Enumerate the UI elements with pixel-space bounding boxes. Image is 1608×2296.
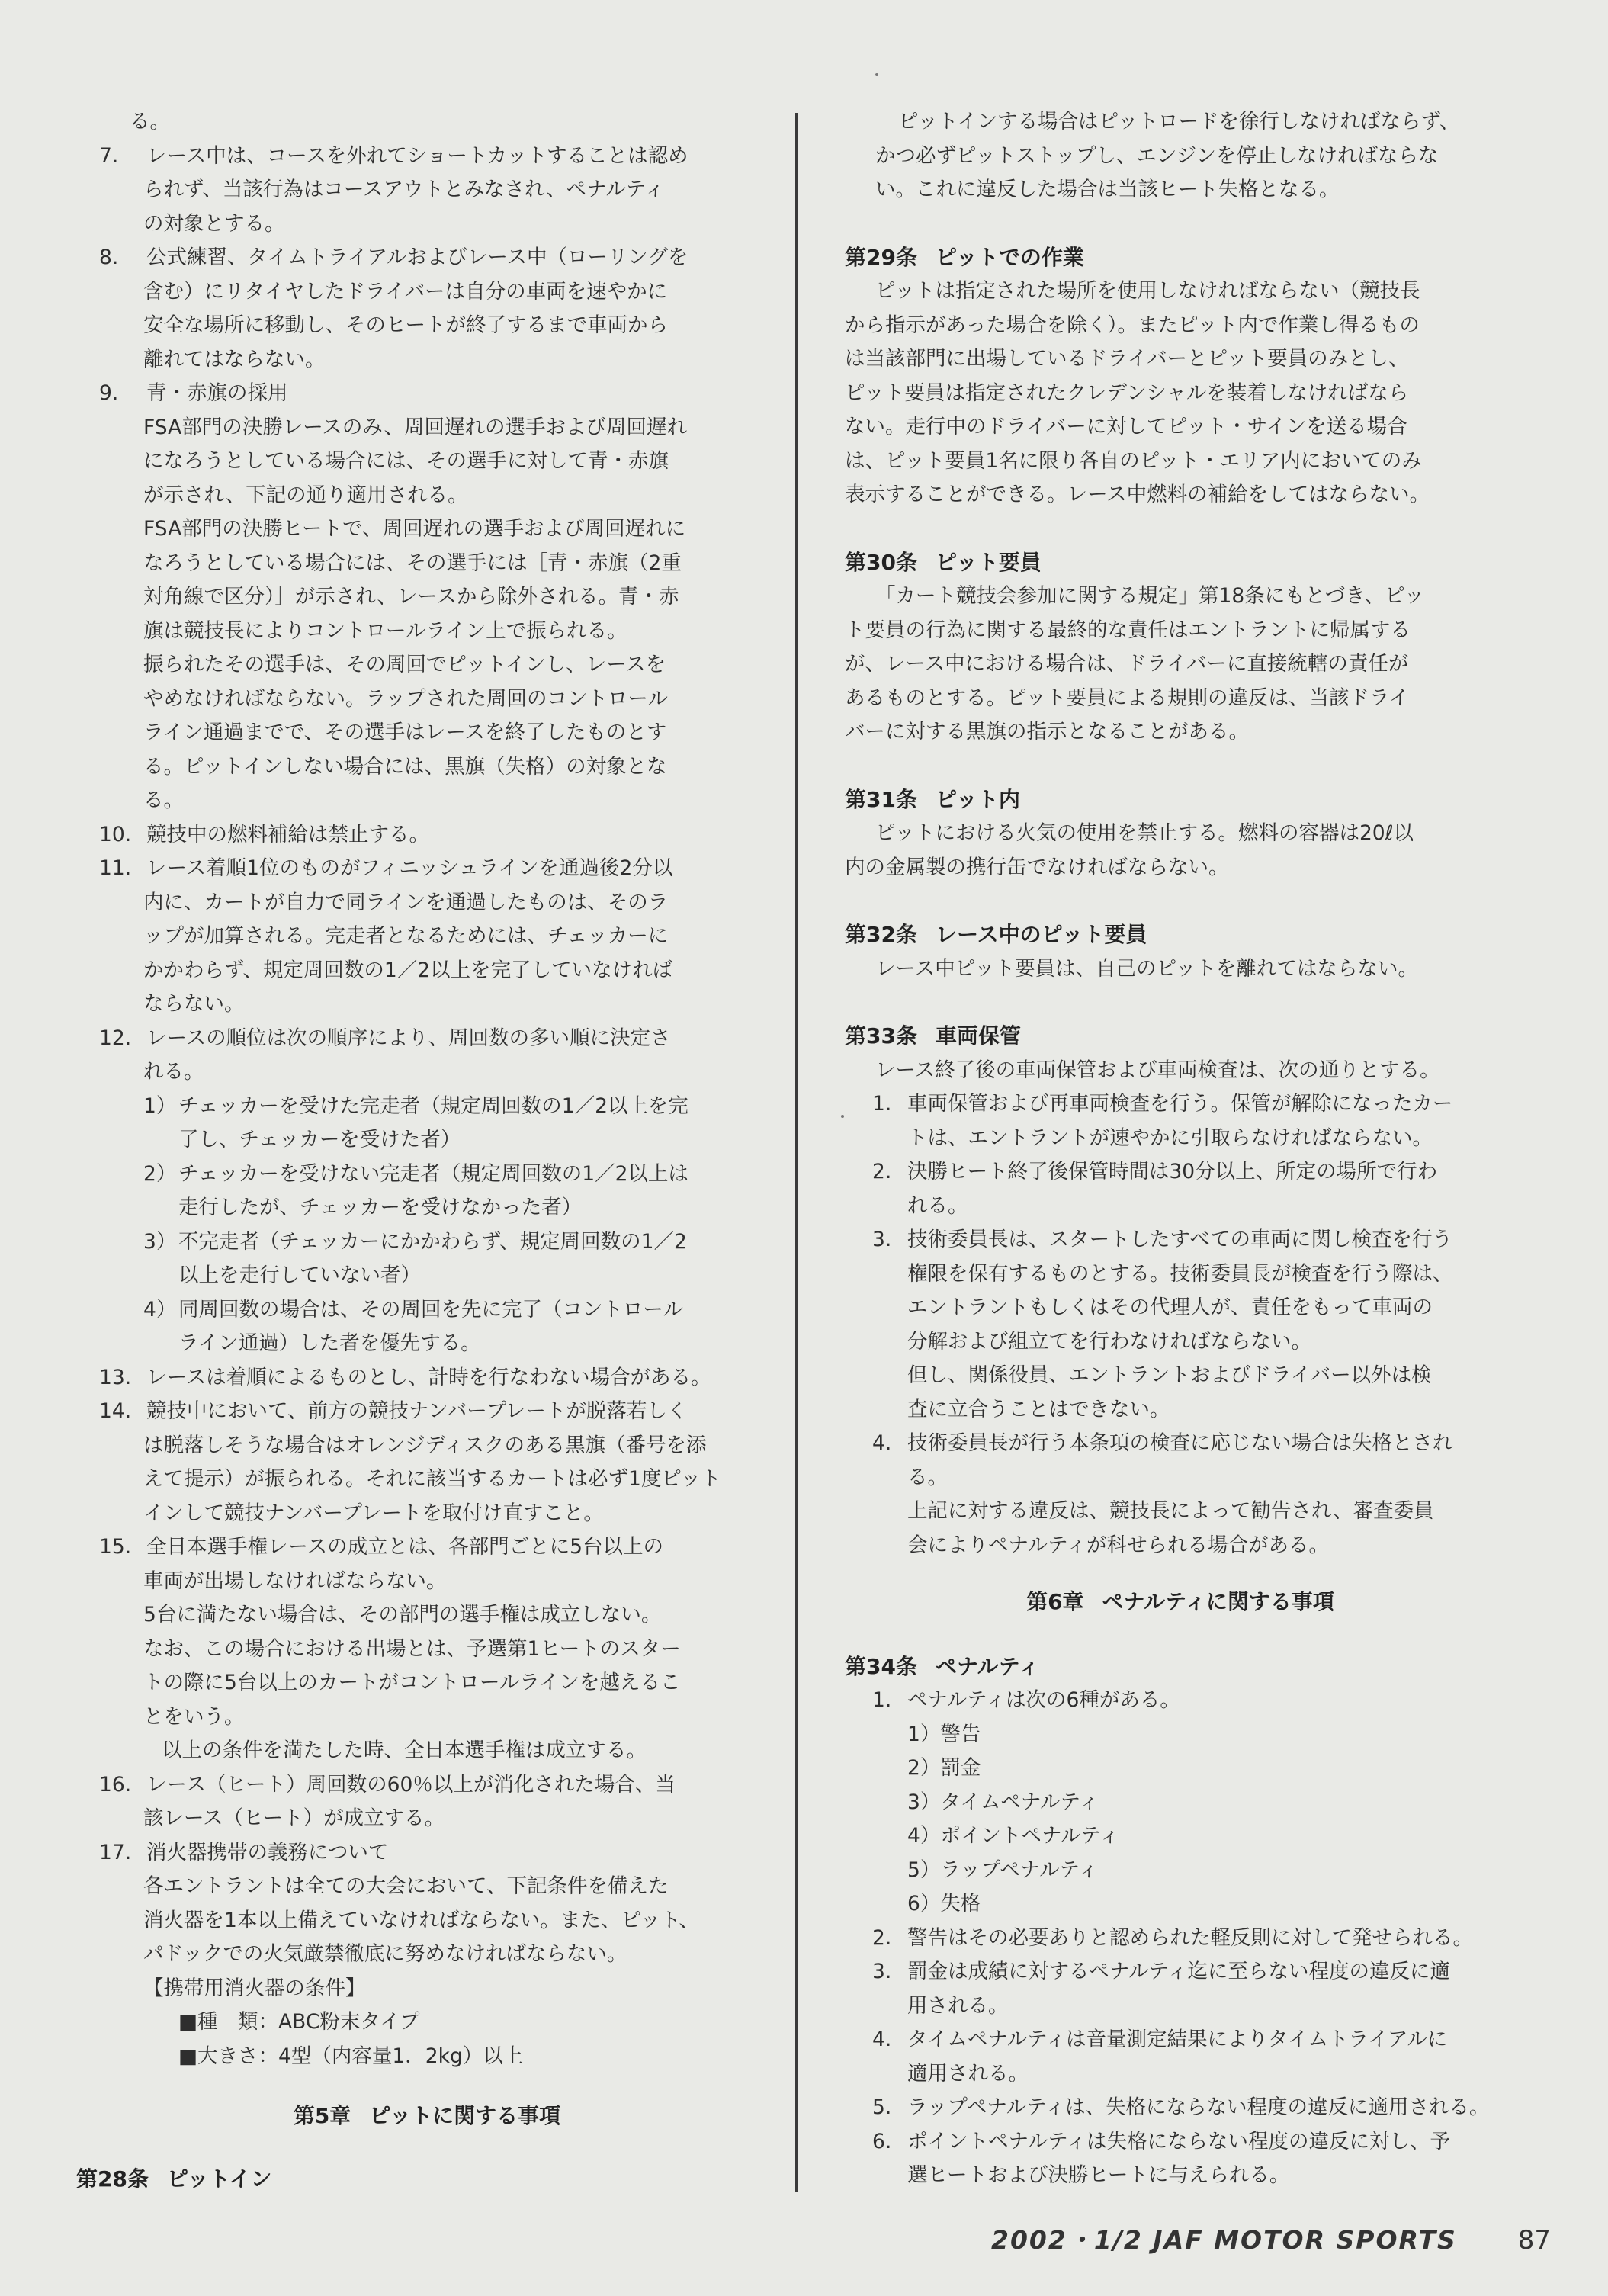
line-text: 全日本選手権レースの成立とは、各部門ごとに5台以上の [146, 1535, 664, 1559]
article-heading-label: ピットでの作業 [935, 244, 1084, 270]
item-number: 3. [872, 1228, 892, 1251]
line-text: インして競技ナンバープレートを取付け直すこと。 [143, 1501, 604, 1525]
text-line [845, 1819, 1523, 1854]
text-line [99, 173, 755, 207]
article-heading-number: 第34条 [845, 1653, 917, 1679]
line-text: 表示することができる。レース中燃料の補給をしてはならない。 [845, 483, 1430, 506]
line-text: 用される。 [907, 1993, 1009, 2018]
item-number: 3. [872, 1960, 892, 1983]
text-line [99, 750, 755, 785]
line-text: レースは着順によるものとし、計時を行なわない場合がある。 [146, 1365, 711, 1389]
line-text: ない。走行中のドライバーに対してピット・サインを送る場合 [845, 415, 1407, 438]
line-text: レース中ピット要員は、自己のピットを離れてはならない。 [875, 956, 1419, 981]
text-line [845, 1529, 1523, 1563]
line-text: レース着順1位のものがフィニッシュラインを通過後2分以 [146, 856, 673, 880]
line-text: 含む）にリタイヤしたドライバーは自分の車両を速やかに [143, 279, 668, 303]
line-text: が示され、下記の通り適用される。 [143, 483, 468, 507]
text-line [99, 105, 755, 140]
text-line [99, 1565, 755, 1599]
text-line [99, 445, 755, 479]
text-line [99, 716, 755, 750]
line-text: る。ピットインしない場合には、黒旗（失格）の対象とな [143, 754, 667, 779]
line-text: バーに対する黒旗の指示となることがある。 [845, 720, 1249, 743]
text-line: い。これに違反した場合は当該ヒート失格となる。 [875, 178, 1340, 201]
article-heading [845, 1020, 1523, 1054]
text-line [99, 1123, 755, 1158]
item-number: 16. [99, 1772, 132, 1797]
text-line [845, 682, 1523, 716]
sub-item-number: 3） [143, 1229, 177, 1254]
text-line [845, 580, 1523, 614]
text-line [99, 1598, 755, 1633]
text-line [99, 1734, 755, 1768]
sub-item-number: 1） [143, 1093, 177, 1118]
line-text: 以上を走行していない者） [178, 1264, 421, 1287]
line-text: 振られたその選手は、その周回でピットインし、レースを [143, 653, 666, 676]
line-text: 消火器携帯の義務について [146, 1840, 389, 1864]
line-text: は脱落しそうな場合はオレンジディスクのある黒旗（番号を添 [143, 1433, 707, 1457]
article-heading-number: 第28条 [76, 2166, 149, 2192]
article-heading-label: ペナルティ [935, 1653, 1040, 1679]
line-text: 適用される。 [907, 2061, 1029, 2086]
text-line [99, 1055, 755, 1090]
line-text: る。 [130, 110, 170, 133]
sub-item [99, 1293, 755, 1328]
line-text: チェッカーを受けない完走者（規定周回数の1／2以上は [178, 1161, 688, 1186]
article-heading-label: 車両保管 [935, 1023, 1021, 1048]
line-text: られず、当該行為はコースアウトとみなされ、ペナルティ [143, 178, 665, 201]
text-line [845, 2057, 1523, 2092]
text-line [845, 2159, 1523, 2193]
column-divider [795, 113, 798, 2192]
text-line [845, 1495, 1523, 1529]
item-number: 15. [99, 1535, 132, 1559]
line-text: 【携帯用消火器の条件】 [143, 1976, 366, 2000]
text-line [99, 784, 755, 818]
item-number: 17. [99, 1840, 132, 1864]
line-text: 車両保管および再車両検査を行う。保管が解除になったカー [907, 1092, 1453, 1116]
text-line [99, 1429, 755, 1463]
line-text: 上記に対する違反は、競技長によって勧告され、審査委員 [907, 1499, 1434, 1523]
article-heading-number: 第33条 [845, 1023, 917, 1048]
line-text: 走行したが、チェッカーを受けなかった者） [178, 1196, 583, 1219]
numbered-item [845, 1684, 1523, 1718]
item-number: 4. [872, 1431, 892, 1455]
item-number: 10. [99, 822, 132, 846]
text-line [99, 886, 755, 920]
text-line [845, 478, 1523, 512]
line-text: 該レース（ヒート）が成立する。 [143, 1806, 445, 1830]
numbered-item [99, 1836, 755, 1871]
text-line [99, 954, 755, 988]
line-text: 5）ラップペナルティ [907, 1858, 1099, 1882]
line-text: 会によりペナルティが科せられる場合がある。 [907, 1533, 1330, 1557]
text-line [99, 1938, 755, 1972]
line-text: 同周回数の場合は、その周回を先に完了（コントロール [178, 1297, 683, 1321]
text-line [99, 1972, 755, 2006]
text-line [99, 987, 755, 1022]
line-text: れる。 [143, 1060, 204, 1084]
numbered-item [99, 377, 755, 411]
line-text: レース中は、コースを外れてショートカットすることは認め [146, 143, 688, 168]
line-text: 消火器を1本以上備えていなければならない。また、ピット、 [143, 1908, 699, 1932]
line-text: やめなければならない。ラップされた周回のコントロール [143, 686, 668, 711]
numbered-item [845, 2023, 1523, 2057]
article-heading-label: ピットイン [166, 2166, 272, 2192]
sub-item [99, 1158, 755, 1192]
text-line [99, 309, 755, 343]
text-line [99, 615, 755, 649]
item-number: 2. [872, 1160, 892, 1183]
line-text: 了し、チェッカーを受けた者） [178, 1128, 461, 1151]
text-line [845, 1122, 1523, 1156]
item-number: 14. [99, 1399, 132, 1423]
line-text: 但し、関係役員、エントラントおよびドライバー以外は検 [907, 1363, 1432, 1387]
article-heading-label: ピット内 [935, 786, 1020, 812]
line-text: かかわらず、規定周回数の1／2以上を完了していなければ [143, 958, 673, 982]
text-line [845, 377, 1523, 411]
line-text: の対象とする。 [143, 211, 285, 236]
line-text: から指示があった場合を除く）。またピット内で作業し得るもの [845, 313, 1420, 337]
line-text: 青・赤旗の採用 [146, 381, 288, 405]
line-text: 警告はその必要ありと認められた軽反則に対して発せられる。 [907, 1925, 1473, 1950]
line-text: FSA部門の決勝ヒートで、周回遅れの選手および周回遅れに [143, 517, 686, 541]
line-text: ペナルティは次の6種がある。 [907, 1688, 1180, 1712]
text-line [99, 1904, 755, 1938]
numbered-item [99, 852, 755, 886]
line-text: る。 [143, 788, 184, 812]
numbered-item [99, 1361, 755, 1395]
text-line [845, 1989, 1523, 2024]
chapter-heading [99, 2099, 755, 2134]
line-text: 対角線で区分）］が示され、レースから除外される。青・赤 [143, 585, 679, 609]
sub-item [99, 1090, 755, 1124]
text-line [99, 1700, 755, 1735]
left-column [76, 105, 755, 2196]
numbered-item [99, 241, 755, 275]
article-heading [845, 1650, 1523, 1684]
line-text: えて提示）が振られる。それに該当するカートは必ず1度ピット [143, 1467, 721, 1491]
line-text: ラップペナルティは、失格にならない程度の違反に適用される。 [907, 2095, 1490, 2119]
line-text: ポイントペナルティは失格にならない程度の違反に対し、予 [907, 2129, 1451, 2153]
line-text: は当該部門に出場しているドライバーとピット要員のみとし、 [845, 347, 1409, 371]
line-text: 競技中において、前方の競技ナンバープレートが脱落若しく [146, 1399, 688, 1423]
line-text: 2）罰金 [907, 1756, 981, 1780]
text-line [845, 715, 1523, 750]
numbered-item [845, 1427, 1523, 1461]
text-line [99, 1802, 755, 1836]
chapter-heading-number: 第6章 [1026, 1589, 1084, 1614]
line-text: レース（ヒート）周回数の60％以上が消化された場合、当 [146, 1772, 676, 1797]
text-line [845, 1887, 1523, 1922]
item-number: 2. [872, 1925, 892, 1950]
line-text: タイムペナルティは音量測定結果によりタイムトライアルに [907, 2028, 1448, 2051]
text-line [99, 547, 755, 581]
text-line [99, 1633, 755, 1667]
text-line [845, 1393, 1523, 1427]
line-text: れる。 [907, 1193, 968, 1218]
text-line [99, 512, 755, 547]
item-number: 8. [99, 246, 119, 269]
item-number: 11. [99, 856, 132, 880]
item-number: 12. [99, 1026, 132, 1050]
text-line [99, 411, 755, 445]
text-line [99, 207, 755, 242]
article-heading-label: ピット要員 [935, 549, 1042, 575]
numbered-item [99, 818, 755, 853]
item-number: 1. [872, 1688, 892, 1712]
item-number: 5. [872, 2095, 892, 2119]
chapter-heading-number: 第5章 [293, 2103, 351, 2128]
text-line [99, 648, 755, 682]
sub-item [99, 1225, 755, 1260]
chapter-heading [845, 1585, 1516, 1620]
text-line [99, 580, 755, 615]
magazine-title: 2002・1/2 JAF MOTOR SPORTS [991, 2225, 1457, 2255]
text-line [845, 342, 1523, 377]
text-line [845, 817, 1523, 851]
line-text: 4）ポイントペナルティ [907, 1824, 1120, 1848]
text-line: ピットインする場合はピットロードを徐行しなければならず、 [898, 110, 1460, 133]
numbered-item [99, 140, 755, 174]
line-text: 決勝ヒート終了後保管時間は30分以上、所定の場所で行わ [907, 1160, 1438, 1183]
line-text: 内の金属製の携行缶でなければならない。 [845, 855, 1229, 879]
line-text: は、ピット要員1名に限り各自のピット・エリア内においてのみ [845, 448, 1422, 473]
line-text: 5台に満たない場合は、その部門の選手権は成立しない。 [143, 1603, 662, 1626]
line-text: ピット要員は指定されたクレデンシャルを装着しなければなら [845, 381, 1409, 405]
line-text: 車両が出場しなければならない。 [143, 1569, 447, 1593]
numbered-item [845, 1955, 1523, 1989]
article-heading-number: 第32条 [845, 922, 917, 947]
text-line [99, 1463, 755, 1497]
item-number: 9. [99, 381, 119, 405]
article-heading-label: レース中のピット要員 [935, 922, 1147, 947]
text-line [845, 1190, 1523, 1224]
text-line [99, 682, 755, 717]
item-number: 6. [872, 2129, 892, 2153]
line-text: 権限を保有するものとする。技術委員長が検査を行う際は、 [907, 1261, 1453, 1286]
text-line [99, 1666, 755, 1700]
text-line [845, 1786, 1523, 1820]
line-text: ■大きさ：4型（内容量1．2kg）以上 [178, 2044, 524, 2068]
line-text: なお、この場合における出場とは、予選第1ヒートのスター [143, 1636, 681, 1661]
text-line [99, 1259, 755, 1293]
line-text: 選ヒートおよび決勝ヒートに与えられる。 [907, 2163, 1290, 2187]
text-line [845, 1054, 1523, 1088]
text-line [845, 1291, 1523, 1325]
line-text: 6）失格 [907, 1892, 981, 1915]
line-text: なろうとしている場合には、その選手には［青・赤旗（2重 [143, 551, 682, 575]
numbered-item [99, 1768, 755, 1803]
right-column [845, 105, 1523, 2193]
article-heading-number: 第30条 [845, 549, 917, 575]
line-text: 競技中の燃料補給は禁止する。 [146, 822, 429, 846]
page-number: 87 [1517, 2225, 1551, 2256]
line-text: 内に、カートが自力で同ラインを通過したものは、そのラ [143, 890, 669, 914]
line-text: ップが加算される。完走者となるためには、チェッカーに [143, 924, 669, 948]
numbered-item [845, 1223, 1523, 1257]
item-number: 1. [872, 1092, 892, 1116]
item-number: 7. [99, 143, 119, 168]
text-line [845, 1325, 1523, 1360]
article-heading-number: 第29条 [845, 244, 917, 270]
line-text: チェッカーを受けた完走者（規定周回数の1／2以上を完 [178, 1093, 688, 1118]
page-footer [991, 2221, 1551, 2256]
text-line [99, 343, 755, 377]
line-text: 以上の条件を満たした時、全日本選手権は成立する。 [162, 1739, 647, 1762]
article-heading [845, 546, 1523, 580]
numbered-item [99, 1530, 755, 1565]
numbered-item [845, 1155, 1523, 1190]
text-line: かつ必ずピットストップし、エンジンを停止しなければならな [875, 143, 1439, 168]
numbered-item [845, 1922, 1523, 1956]
text-line [99, 1191, 755, 1225]
line-text: エントラントもしくはその代理人が、責任をもって車両の [907, 1296, 1433, 1319]
line-text: 3）タイムペナルティ [907, 1790, 1099, 1814]
line-text: 各エントラントは全ての大会において、下記条件を備えた [143, 1874, 669, 1898]
text-line [99, 2005, 755, 2040]
line-text: ライン通過までで、その選手はレースを終了したものとす [143, 721, 667, 744]
chapter-heading-label: ピットに関する事項 [369, 2103, 561, 2128]
text-line [845, 1718, 1523, 1752]
line-text: ならない。 [143, 992, 245, 1016]
numbered-item [99, 1395, 755, 1429]
line-text: レースの順位は次の順序により、周回数の多い順に決定さ [146, 1026, 671, 1050]
line-text: 「カート競技会参加に関する規定」第18条にもとづき、ピッ [875, 584, 1425, 608]
text-line [845, 1752, 1523, 1786]
line-text: 査に立合うことはできない。 [907, 1397, 1170, 1421]
text-line [845, 647, 1523, 682]
line-text: ライン通過）した者を優先する。 [178, 1331, 481, 1355]
line-text: 不完走者（チェッカーにかかわらず、規定周回数の1／2 [178, 1229, 687, 1254]
article-heading [76, 2163, 755, 2197]
line-text: ピットにおける火気の使用を禁止する。燃料の容器は20ℓ以 [875, 821, 1414, 845]
text-line [845, 1359, 1523, 1393]
numbered-item [845, 2091, 1523, 2125]
line-text: あるものとする。ピット要員による規則の違反は、当該ドライ [845, 686, 1410, 710]
text-line [845, 952, 1523, 987]
line-text: 技術委員長は、スタートしたすべての車両に関し検査を行う [907, 1228, 1452, 1251]
line-text: パドックでの火気厳禁徹底に努めなければならない。 [143, 1942, 627, 1966]
line-text: レース終了後の車両保管および車両検査は、次の通りとする。 [875, 1058, 1440, 1082]
numbered-item [99, 1022, 755, 1056]
line-text: る。 [907, 1465, 948, 1489]
text-line [845, 275, 1523, 309]
chapter-heading-label: ペナルティに関する事項 [1102, 1589, 1334, 1614]
line-text: 公式練習、タイムトライアルおよびレース中（ローリングを [146, 246, 688, 269]
text-line [845, 851, 1523, 885]
text-line [99, 275, 755, 310]
text-line [99, 2040, 755, 2074]
text-line [845, 1257, 1523, 1292]
text-line [99, 920, 755, 954]
sub-item-number: 4） [143, 1297, 177, 1321]
article-heading [845, 241, 1523, 275]
line-text: 旗は競技長によりコントロールライン上で振られる。 [143, 618, 627, 643]
line-text: トの際に5台以上のカートがコントロールラインを越えるこ [143, 1671, 681, 1694]
article-heading [845, 783, 1523, 817]
text-line [99, 1497, 755, 1531]
line-text: 1）警告 [907, 1722, 981, 1746]
article-heading-number: 第31条 [845, 786, 917, 812]
text-line [845, 445, 1523, 479]
line-text: FSA部門の決勝レースのみ、周回遅れの選手および周回遅れ [143, 415, 687, 439]
numbered-item [845, 2125, 1523, 2160]
text-line [845, 309, 1523, 343]
speck [841, 1115, 844, 1118]
line-text: 技術委員長が行う本条項の検査に応じない場合は失格とされ [907, 1431, 1453, 1455]
article-heading [845, 918, 1523, 952]
line-text: になろうとしている場合には、その選手に対して青・赤旗 [143, 449, 669, 473]
line-text: 離れてはならない。 [143, 347, 326, 371]
sub-item-number: 2） [143, 1161, 177, 1186]
line-text: ト要員の行為に関する最終的な責任はエントラントに帰属する [845, 618, 1411, 642]
speck [875, 73, 878, 76]
numbered-item [845, 1087, 1523, 1122]
item-number: 4. [872, 2028, 892, 2051]
line-text: が、レース中における場合は、ドライバーに直接統轄の責任が [845, 652, 1409, 676]
text-line [845, 614, 1523, 648]
text-line [99, 1327, 755, 1361]
line-text: トは、エントラントが速やかに引取らなければならない。 [907, 1126, 1433, 1150]
line-text: 分解および組立てを行わなければならない。 [907, 1329, 1311, 1354]
line-text: ピットは指定された場所を使用しなければならない（競技長 [875, 279, 1420, 303]
text-line [845, 1854, 1523, 1888]
line-text: とをいう。 [143, 1704, 245, 1729]
text-line [845, 410, 1523, 445]
line-text: ■種 類：ABC粉末タイプ [178, 2010, 420, 2034]
line-text: 安全な場所に移動し、そのヒートが終了するまで車両から [143, 313, 668, 337]
line-text: 罰金は成績に対するペナルティ迄に至らない程度の違反に適 [907, 1960, 1451, 1983]
text-line [99, 1870, 755, 1904]
item-number: 13. [99, 1365, 132, 1389]
text-line [845, 1461, 1523, 1495]
text-line [99, 479, 755, 513]
